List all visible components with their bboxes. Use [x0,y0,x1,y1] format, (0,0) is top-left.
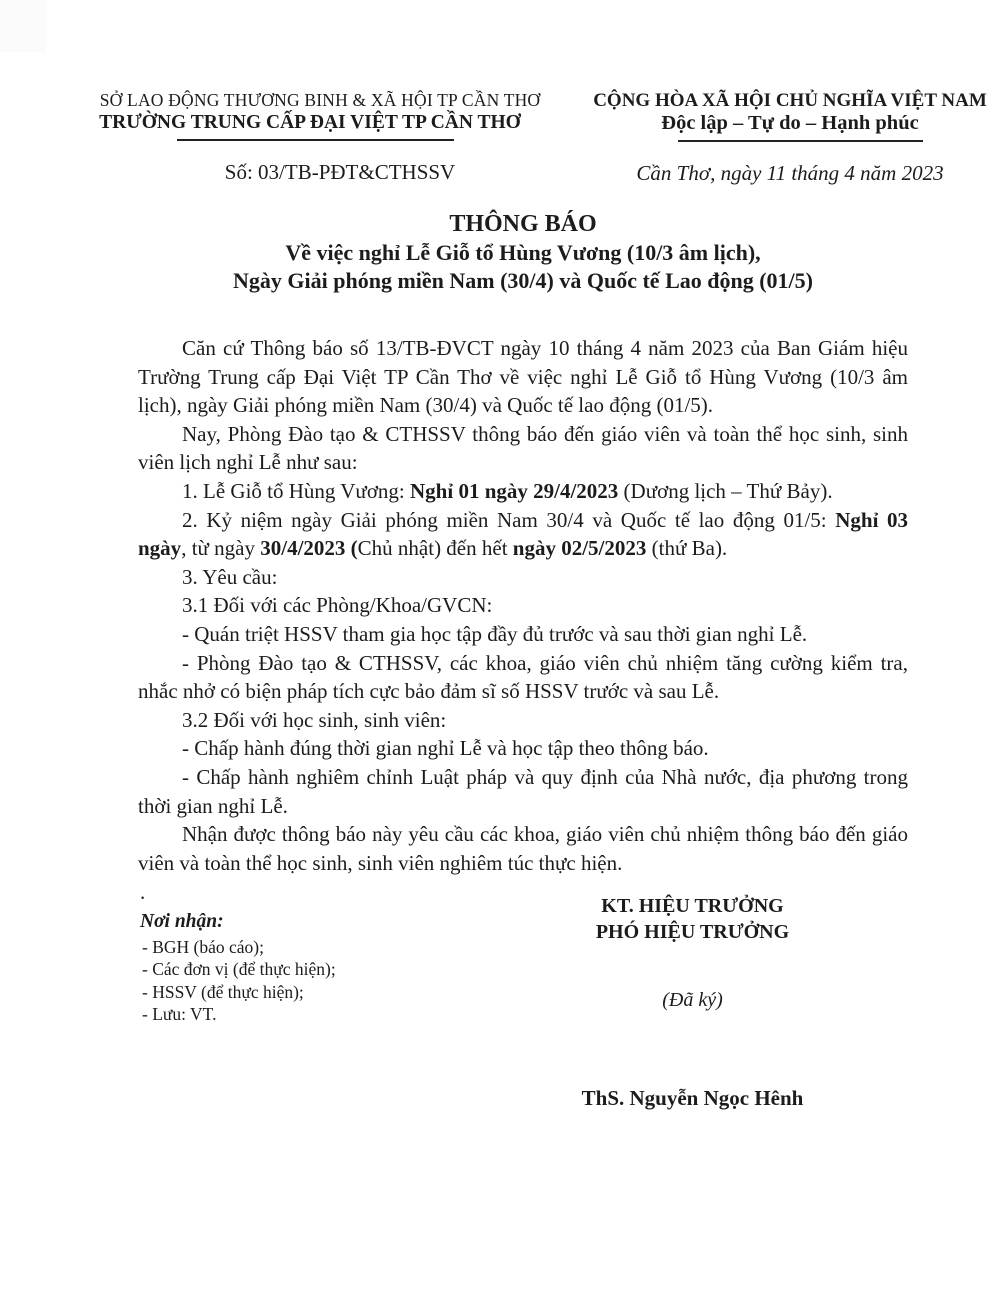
paragraph: Căn cứ Thông báo số 13/TB-ĐVCT ngày 10 tháng 4 năm 2023 của Ban Giám hiệu Trường Trung cấp Đại Việt TP Cần Thơ về việc nghỉ Lễ Giỗ tổ Hùng Vương (10/3 âm lịch), ngày Giải phóng miền Nam (30/4) và Quốc tế lao động (01/5). [138,336,908,418]
issuing-department: SỞ LAO ĐỘNG THƯƠNG BINH & XÃ HỘI TP CẦN THƠ [99,90,541,110]
signed-note: (Đã ký) [662,989,723,1011]
paragraph: 1. Lễ Giỗ tổ Hùng Vương: Nghỉ 01 ngày 29/4/2023 (Dương lịch – Thứ Bảy). [182,478,833,503]
school-name-underline [177,139,454,141]
signature-block [520,893,865,1012]
national-motto-line1: CỘNG HÒA XÃ HỘI CHỦ NGHĨA VIỆT NAM [593,90,987,111]
paragraph: 2. Kỷ niệm ngày Giải phóng miền Nam 30/4 và Quốc tế lao động 01/5: Nghỉ 03 ngày, từ ngày 30/4/2023 (Chủ nhật) đến hết ngày 02/5/2023 (thứ Ba). [138,507,908,561]
recipient-item: - BGH (báo cáo); [142,937,264,957]
paragraph: 3. Yêu cầu: [182,564,278,589]
place-and-date: Cần Thơ, ngày 11 tháng 4 năm 2023 [636,161,944,185]
paragraph: 3.1 Đối với các Phòng/Khoa/GVCN: [182,593,493,618]
paragraph: Nhận được thông báo này yêu cầu các khoa, giáo viên chủ nhiệm thông báo đến giáo viên và toàn thể học sinh, sinh viên nghiêm túc thực hiện. [138,822,908,875]
paragraph: Nay, Phòng Đào tạo & CTHSSV thông báo đến giáo viên và toàn thể học sinh, sinh viên lịch nghỉ Lễ như sau: [138,421,908,475]
signer-name: ThS. Nguyễn Ngọc Hênh [581,1086,804,1110]
recipient-item: - Các đơn vị (để thực hiện); [142,959,336,980]
document-number: Số: 03/TB-PĐT&CTHSSV [224,160,456,184]
recipient-item: - Lưu: VT. [142,1003,217,1024]
signature-title-line1: KT. HIỆU TRƯỞNG [601,895,784,917]
paragraph: - Quán triệt HSSV tham gia học tập đầy đủ trước và sau thời gian nghỉ Lễ. [182,621,808,646]
body-paragraphs [138,334,908,877]
school-name: TRƯỜNG TRUNG CẤP ĐẠI VIỆT TP CẦN THƠ [99,112,521,133]
scan-corner-artifact [0,0,46,52]
paragraph: - Chấp hành nghiêm chỉnh Luật pháp và quy định của Nhà nước, địa phương trong thời gian nghỉ Lễ. [138,764,908,818]
recipients-list [142,936,336,1025]
document-subtitle-line2: Ngày Giải phóng miền Nam (30/4) và Quốc tế Lao động (01/5) [233,268,813,293]
paragraph: - Phòng Đào tạo & CTHSSV, các khoa, giáo viên chủ nhiệm tăng cường kiểm tra, nhắc nhở có biện pháp tích cực bảo đảm sĩ số HSSV trước và sau Lễ. [138,650,908,704]
document-title: THÔNG BÁO [449,211,597,237]
stray-period: . [140,880,146,904]
national-motto-line2: Độc lập – Tự do – Hạnh phúc [661,112,919,134]
paragraph: 3.2 Đối với học sinh, sinh viên: [182,707,447,732]
document-subtitle-line1: Về việc nghỉ Lễ Giỗ tổ Hùng Vương (10/3 âm lịch), [285,240,761,265]
recipients-heading: Nơi nhận: [140,911,224,932]
recipient-item: - HSSV (để thực hiện); [142,981,304,1002]
motto-underline [678,140,923,142]
signature-title-line2: PHÓ HIỆU TRƯỞNG [595,921,790,943]
paragraph: - Chấp hành đúng thời gian nghỉ Lễ và học tập theo thông báo. [182,736,709,761]
